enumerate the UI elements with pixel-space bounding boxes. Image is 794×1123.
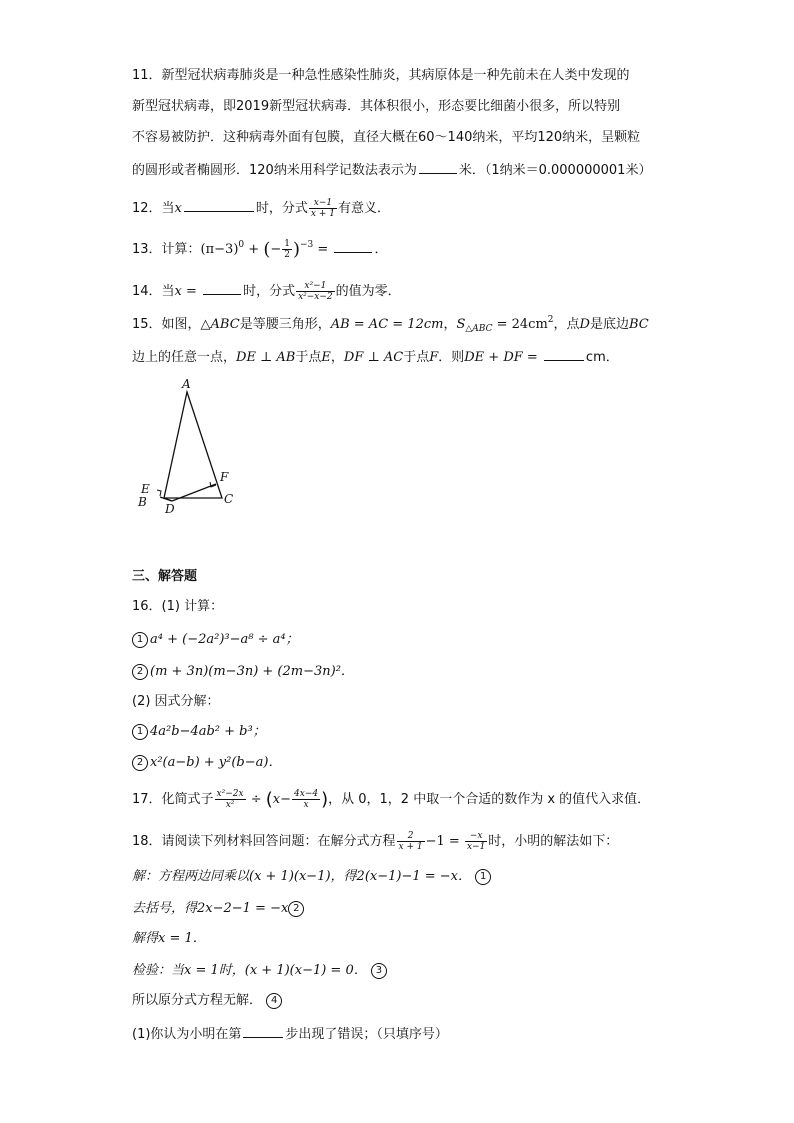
q11-line4-tail: 米．（1纳米＝0.000000001米） (458, 163, 652, 178)
label-f: F (220, 470, 229, 484)
label-c: C (224, 492, 234, 506)
q18-ask1: (1)你认为小明在第 步出现了错误；（只填序号） (132, 1023, 448, 1045)
right-angle-e (157, 490, 161, 496)
q15-answer-blank[interactable] (544, 346, 584, 361)
q18-intro: 18．请阅读下列材料回答问题：在解分式方程 $\frac{2}{x + 1}$ −1 = $\frac{-x}{x-1}$ 时，小明的解法如下： (132, 831, 619, 852)
q18-fraction1: $\frac{2}{x + 1}$ (398, 831, 423, 852)
q13 (132, 238, 387, 260)
q14-fraction: $\frac{\text{x²−1}}{\text{x²−x−2}}$ (298, 281, 333, 302)
q16-title: 16．(1) 计算： (132, 599, 224, 614)
q18-step4: 检验：当x = 1时，(x + 1)(x−1) = 0． 3 (132, 961, 389, 981)
triangle-figure (132, 372, 252, 517)
q12-fraction: $\frac{x-1}{x + 1}$ (310, 198, 335, 219)
q16-p1: 1 a⁴ + (−2a²)³−a⁸ ÷ a⁴； (132, 630, 299, 650)
q14-pre: 14．当 (132, 284, 175, 299)
label-e: E (141, 482, 150, 496)
q14-answer-blank[interactable] (203, 280, 241, 295)
q15-line1: 15．如图，△ABC是等腰三角形，AB = AC = 12cm，$S_{\triangle ABC} = 24cm^2$，点D是底边BC (132, 315, 649, 334)
q13-pre: 13．计算： (132, 242, 201, 257)
label-a: A (182, 377, 191, 391)
q14-mid: 时，分式 (243, 284, 296, 299)
q11-line4 (132, 159, 651, 181)
q17-fraction1: $\frac{\text{x²−2x}}{\text{x²}}$ (216, 789, 244, 810)
section-heading: 三、解答题 (132, 569, 198, 584)
q13-expr: $(\pi-3)^0$ + (− $\frac{1}{2}$ )$^{-3}$ = (200, 239, 333, 260)
q12-pre: 12．当 (132, 201, 175, 216)
q16-p3: 1 4a²b−4ab² + b³； (132, 722, 266, 742)
q18-step1: 解：方程两边同乘以(x + 1)(x−1)，得2(x−1)−1 = −x． 1 (132, 867, 493, 887)
q11-line1: 11．新型冠状病毒肺炎是一种急性感染性肺炎，其病原体是一种先前未在人类中发现的 (132, 68, 630, 83)
q16-p2: 2 (m + 3n)(m−3n) + (2m−3n)²． (132, 662, 354, 682)
q12-mid: 时，分式 (255, 201, 308, 216)
label-b: B (138, 495, 147, 509)
q17-fraction2: $\frac{4x-4}{x}$ (294, 789, 319, 810)
q18-step2: 去括号，得2x−2−1 = −x 2 (132, 899, 306, 919)
q14-post: 的值为零． (335, 284, 401, 299)
q12-answer-blank[interactable] (184, 197, 254, 212)
q16-title2: (2) 因式分解： (132, 694, 220, 709)
q12 (132, 197, 390, 219)
q14-var: x (174, 284, 182, 299)
q11-answer-blank[interactable] (419, 159, 457, 174)
q12-post: 有意义． (337, 201, 390, 216)
q16-p4: 2 x²(a−b) + y²(b−a)． (132, 753, 281, 773)
q14-eq: = (181, 284, 202, 299)
q11-line4-text: 的圆形或者椭圆形．120纳米用科学记数法表示为 (132, 163, 417, 178)
triangle-abc (164, 392, 222, 498)
q11-line3: 不容易被防护．这种病毒外面有包膜，直径大概在60～140纳米，平均120纳米，呈颗粒 (132, 130, 641, 145)
q18-fraction2: $\frac{-x}{x-1}$ (466, 831, 486, 852)
q13-answer-blank[interactable] (334, 238, 372, 253)
q18-step5: 所以原分式方程无解． 4 (132, 991, 284, 1011)
q14 (132, 280, 401, 302)
q11-line2: 新型冠状病毒，即2019新型冠状病毒．其体积很小，形态要比细菌小很多，所以特别 (132, 99, 621, 114)
q13-post: ． (374, 242, 388, 257)
q18-step3: 解得x = 1． (132, 931, 206, 946)
q17: 17．化简式子 $\frac{\text{x²−2x}}{\text{x²}}$ ÷ (x− $\frac{4x-4}{x}$ )，从 0，1，2 中取一个合适的数作为 x 的值代入求值． (132, 789, 651, 810)
label-d: D (165, 502, 175, 516)
q18-answer-blank[interactable] (243, 1023, 283, 1038)
q12-var: x (174, 201, 182, 216)
q15-line2: 边上的任意一点，DE ⊥ AB于点E，DF ⊥ AC于点F．则DE + DF = cm． (132, 346, 619, 368)
